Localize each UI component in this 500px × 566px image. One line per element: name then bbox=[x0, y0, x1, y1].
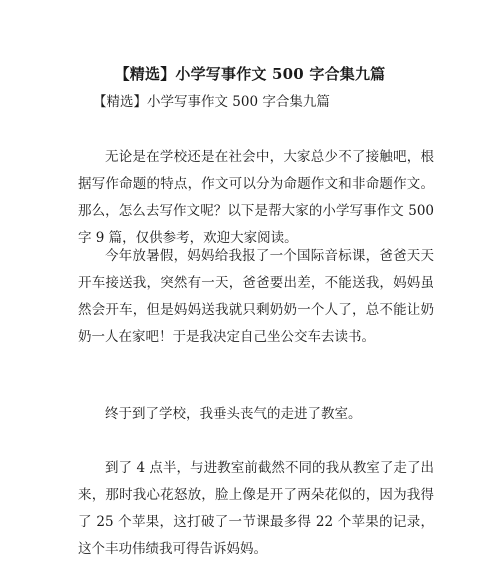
paragraph-after-class: 到了 4 点半，与进教室前截然不同的我从教室了走了出来，那时我心花怒放，脸上像是开了两朵花似的，因为我得了 25 个苹果，这打破了一节课最多得 22 个苹果的记录，这个丰功伟绩我可得告诉妈妈。 bbox=[78, 460, 434, 557]
paragraph-summer-vacation: 今年放暑假，妈妈给我报了一个国际音标课，爸爸天天开车接送我，突然有一天，爸爸要出差，不能送我，妈妈虽然会开车，但是妈妈送我就只剩奶奶一个人了，总不能让奶奶一人在家吧！于是我决定自己坐公交车去读书。 bbox=[78, 248, 434, 345]
document-title: 【精选】小学写事作文 500 字合集九篇 bbox=[114, 65, 386, 83]
paragraph-intro: 无论是在学校还是在社会中，大家总少不了接触吧，根据写作命题的特点，作文可以分为命题作文和非命题作文。那么，怎么去写作文呢？以下是帮大家的小学写事作文 500 字 9 篇，仅供参考，欢迎大家阅读。 bbox=[78, 149, 434, 246]
document-subtitle: 【精选】小学写事作文 500 字合集九篇 bbox=[93, 94, 330, 110]
paragraph-arrive-school: 终于到了学校，我垂头丧气的走进了教室。 bbox=[105, 406, 362, 422]
